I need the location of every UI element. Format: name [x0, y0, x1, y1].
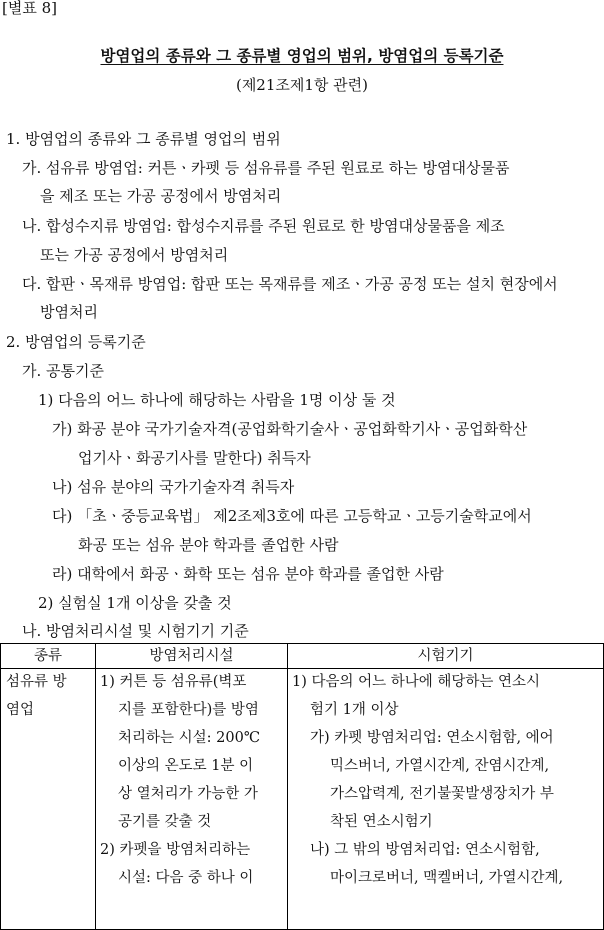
- equipment-line: 1) 다음의 어느 하나에 해당하는 연소시: [292, 674, 541, 690]
- criterion-1-ra: 라) 대학에서 화공ㆍ화학 또는 섬유 분야 학과를 졸업한 사람: [52, 565, 444, 583]
- criterion-1-ga-line2: 업기사ㆍ화공기사를 말한다) 취득자: [78, 449, 311, 467]
- criterion-1-da-line1: 다) 「초ㆍ중등교육법」 제2조제3호에 따른 고등학교ㆍ고등기술학교에서: [52, 507, 532, 525]
- annex-label: [별표 8]: [2, 0, 57, 17]
- facility-line: 처리하는 시설: 200℃: [118, 730, 261, 746]
- facility-line: 공기를 갖출 것: [118, 814, 212, 830]
- item-da-line1: 다. 합판ㆍ목재류 방염업: 합판 또는 목재류를 제조ㆍ가공 공정 또는 설치 현장에서: [22, 275, 558, 293]
- facility-line: 2) 카펫을 방염처리하는: [100, 842, 251, 858]
- section-heading-1: 1. 방염업의 종류와 그 종류별 영업의 범위: [6, 130, 281, 148]
- criterion-1: 1) 다음의 어느 하나에 해당하는 사람을 1명 이상 둘 것: [38, 391, 396, 409]
- facility-equipment-table: [0, 643, 604, 930]
- document-title: 방염업의 종류와 그 종류별 영업의 범위, 방염업의 등록기준: [100, 47, 504, 65]
- criterion-1-da-line2: 화공 또는 섬유 분야 학과를 졸업한 사람: [78, 536, 339, 554]
- facility-line: 이상의 온도로 1분 이: [118, 758, 254, 774]
- equipment-cell: [288, 669, 604, 930]
- equipment-line: 믹스버너, 가열시간계, 잔염시간계,: [330, 758, 550, 774]
- type-line: 염업: [6, 702, 35, 718]
- facility-cell: [96, 669, 288, 930]
- criterion-1-ga-line1: 가) 화공 분야 국가기술자격(공업화학기술사ㆍ공업화학기사ㆍ공업화학산: [52, 420, 528, 438]
- equipment-line: 가스압력계, 전기불꽃발생장치가 부: [330, 786, 554, 802]
- facility-criteria-heading: 나. 방염처리시설 및 시험기기 기준: [22, 622, 249, 640]
- equipment-line: 나) 그 밖의 방염처리업: 연소시험함,: [310, 842, 540, 858]
- item-ga-line1: 가. 섬유류 방염업: 커튼ㆍ카펫 등 섬유류를 주된 원료로 하는 방염대상물품: [22, 159, 510, 177]
- document-subtitle: (제21조제1항 관련): [235, 76, 369, 94]
- facility-line: 시설: 다음 중 하나 이: [118, 870, 254, 886]
- facility-line: 1) 커튼 등 섬유류(벽포: [100, 674, 247, 690]
- facility-line: 지를 포함한다)를 방염: [118, 702, 259, 718]
- equipment-line: 가) 카펫 방염처리업: 연소시험함, 에어: [310, 730, 554, 746]
- type-line: 섬유류 방: [6, 674, 67, 690]
- item-da-line2: 방염처리: [40, 303, 98, 321]
- criterion-2: 2) 실험실 1개 이상을 갖출 것: [38, 594, 232, 612]
- equipment-line: 착된 연소시험기: [330, 814, 433, 830]
- item-ga-line2: 을 제조 또는 가공 공정에서 방염처리: [40, 187, 282, 205]
- table-header-row: [1, 644, 604, 669]
- table-row: [1, 669, 604, 930]
- item-na-line1: 나. 합성수지류 방염업: 합성수지류를 주된 원료로 한 방염대상물품을 제조: [22, 217, 505, 235]
- equipment-line: 마이크로버너, 맥켈버너, 가열시간계,: [330, 870, 564, 886]
- common-criteria-heading: 가. 공통기준: [22, 362, 104, 380]
- item-na-line2: 또는 가공 공정에서 방염처리: [40, 246, 229, 264]
- section-heading-2: 2. 방염업의 등록기준: [6, 333, 146, 351]
- facility-line: 상 열처리가 가능한 가: [118, 786, 258, 802]
- criterion-1-na: 나) 섬유 분야의 국가기술자격 취득자: [52, 478, 295, 496]
- header-type: 종류: [1, 644, 96, 669]
- header-equipment: 시험기기: [288, 644, 604, 669]
- equipment-line: 험기 1개 이상: [310, 702, 399, 718]
- header-facility: 방염처리시설: [96, 644, 288, 669]
- type-cell: [1, 669, 96, 930]
